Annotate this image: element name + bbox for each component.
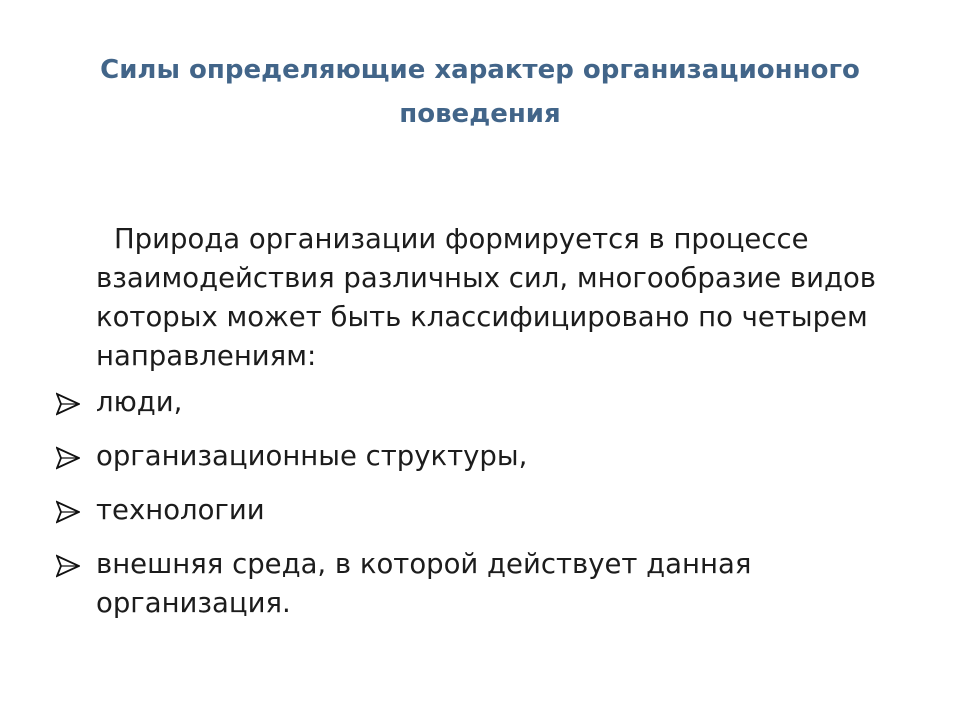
bullet-list (56, 383, 916, 623)
list-item (56, 383, 916, 422)
slide-body (56, 220, 916, 638)
checkmark-arrow-icon (56, 446, 80, 470)
checkmark-arrow-icon (56, 554, 80, 578)
checkmark-arrow-icon (56, 500, 80, 524)
bullet-text: организационные структуры, (96, 440, 528, 472)
intro-paragraph: Природа организации формируется в процессе взаимодействия различных сил, многообразие видов которых может быть классифицировано по четырем направлениям: (96, 223, 877, 372)
list-item (56, 491, 916, 530)
list-item (56, 437, 916, 476)
bullet-text: технологии (96, 494, 265, 526)
checkmark-arrow-icon (56, 392, 80, 416)
list-item (56, 545, 916, 623)
slide-title: Силы определяющие характер организационного поведения (100, 55, 860, 129)
bullet-text: люди, (96, 386, 183, 418)
bullet-text: внешняя среда, в которой действует данная организация. (96, 548, 752, 619)
